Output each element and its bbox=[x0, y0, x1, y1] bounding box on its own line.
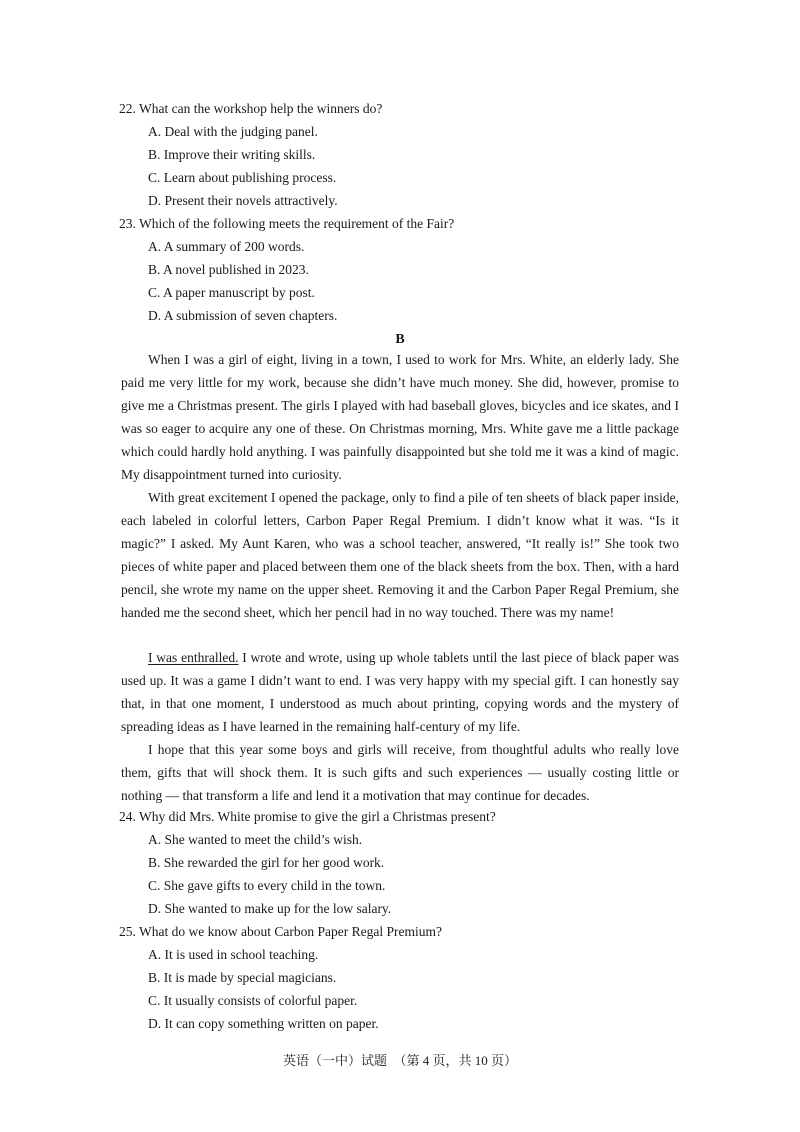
question-22-stem: 22. What can the workshop help the winners do? bbox=[119, 101, 383, 116]
question-22-option-a: A. Deal with the judging panel. bbox=[148, 124, 318, 139]
passage-paragraph-1: When I was a girl of eight, living in a town, I used to work for Mrs. White, an elderly lady. She paid me very little for my work, because she didn’t have much money. She did, however, promise to give me a Christmas present. The girls I played with had baseball gloves, bicycles and ice skates, and I was so eager to acquire any one of these. On Christmas morning, Mrs. White gave me a little package which could hardly hold anything. I was painfully disappointed but she told me it was a kind of magic. My disappointment turned into curiosity. bbox=[121, 352, 679, 482]
passage-paragraph-3-text: I wrote and wrote, using up whole tablets until the last piece of black paper was used up. It was a game I didn’t want to end. I was very happy with my special gift. I can honestly say that, in that one moment, I understood as much about printing, copying words and the mystery of spreading ideas as I have learned in the remaining half-century of my life. bbox=[121, 650, 680, 734]
question-22-option-b: B. Improve their writing skills. bbox=[148, 147, 316, 162]
question-24-option-d: D. She wanted to make up for the low salary. bbox=[148, 901, 392, 916]
underlined-phrase: I was enthralled. bbox=[148, 650, 239, 665]
question-25-option-d: D. It can copy something written on paper. bbox=[148, 1016, 379, 1031]
passage-paragraph-4: I hope that this year some boys and girls will receive, from thoughtful adults who really love them, gifts that will shock them. It is such gifts and such experiences — usually costing little or nothing — that transform a life and lend it a motivation that may continue for decades. bbox=[121, 742, 679, 803]
question-24-option-a: A. She wanted to meet the child’s wish. bbox=[148, 832, 363, 847]
question-23-option-c: C. A paper manuscript by post. bbox=[148, 285, 315, 300]
question-25-option-b: B. It is made by special magicians. bbox=[148, 970, 337, 985]
question-22-option-c: C. Learn about publishing process. bbox=[148, 170, 337, 185]
question-24-option-c: C. She gave gifts to every child in the town. bbox=[148, 878, 386, 893]
question-25-stem: 25. What do we know about Carbon Paper Regal Premium? bbox=[119, 924, 442, 939]
page-footer: 英语（一中）试题 （第 4 页，共 10 页） bbox=[282, 1053, 517, 1068]
question-24-option-b: B. She rewarded the girl for her good work. bbox=[148, 855, 385, 870]
question-25-option-a: A. It is used in school teaching. bbox=[148, 947, 319, 962]
question-23-option-a: A. A summary of 200 words. bbox=[148, 239, 305, 254]
question-24-stem: 24. Why did Mrs. White promise to give the girl a Christmas present? bbox=[119, 809, 496, 824]
question-23-option-b: B. A novel published in 2023. bbox=[148, 262, 309, 277]
question-23-stem: 23. Which of the following meets the requirement of the Fair? bbox=[119, 216, 455, 231]
passage-paragraph-2: With great excitement I opened the package, only to find a pile of ten sheets of black paper inside, each labeled in colorful letters, Carbon Paper Regal Premium. I didn’t know what it was. “Is it magic?” I asked. My Aunt Karen, who was a school teacher, answered, “It really is!” She took two pieces of white paper and placed between them one of the black sheets from the box. Then, with a hard pencil, she wrote my name on the upper sheet. Removing it and the Carbon Paper Regal Premium, she handed me the second sheet, which her pencil had in no way touched. There was my name! bbox=[121, 490, 679, 620]
question-22-option-d: D. Present their novels attractively. bbox=[148, 193, 338, 208]
passage-paragraph-3 bbox=[121, 647, 679, 739]
section-label: B bbox=[395, 332, 405, 347]
question-25-option-c: C. It usually consists of colorful paper. bbox=[148, 993, 358, 1008]
question-23-option-d: D. A submission of seven chapters. bbox=[148, 308, 338, 323]
